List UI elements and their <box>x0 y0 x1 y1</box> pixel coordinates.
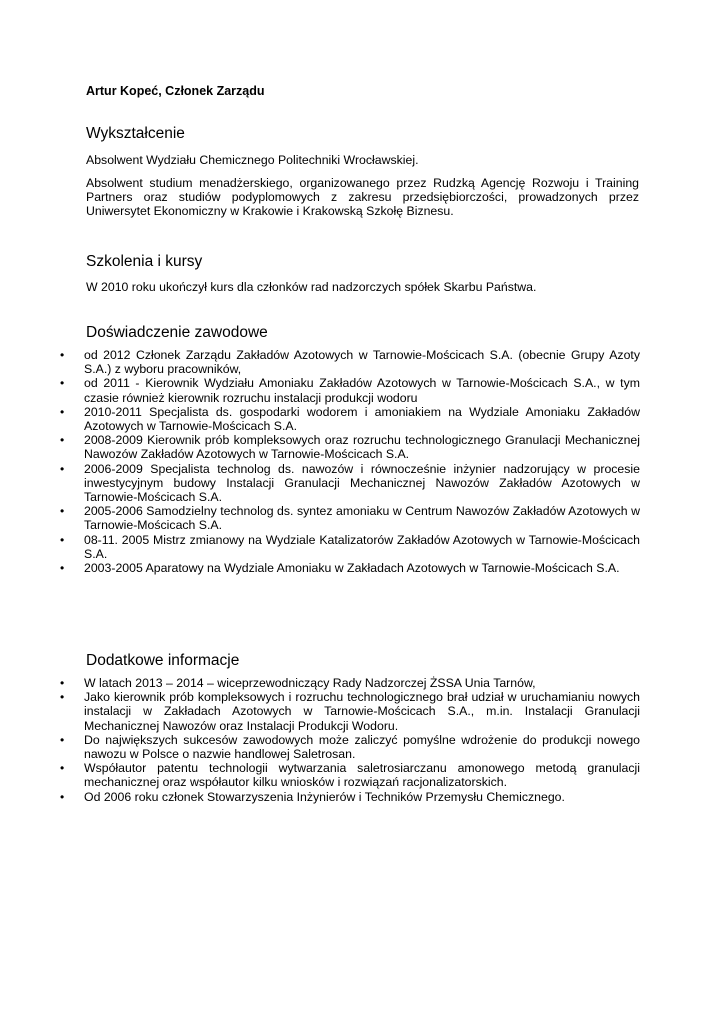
bullet-icon: • <box>60 690 65 705</box>
list-item <box>0 405 640 433</box>
education-heading: Wykształcenie <box>86 125 185 142</box>
list-item <box>0 690 640 733</box>
bullet-icon: • <box>60 732 65 747</box>
list-item <box>0 676 640 690</box>
list-item <box>0 733 640 761</box>
list-item <box>0 348 640 376</box>
training-paragraph: W 2010 roku ukończył kurs dla członków rad nadzorczych spółek Skarbu Państwa. <box>86 280 537 294</box>
additional-item-text: W latach 2013 – 2014 – wiceprzewodniczący Rady Nadzorczej ŻSSA Unia Tarnów, <box>84 676 536 690</box>
experience-list <box>0 348 725 575</box>
training-heading: Szkolenia i kursy <box>86 253 203 270</box>
additional-heading: Dodatkowe informacje <box>86 652 240 669</box>
experience-item-text: 2005-2006 Samodzielny technolog ds. syntez amoniaku w Centrum Nawozów Zakładów Azotowych w Tarnowie-Mościcach S.A. <box>84 504 640 533</box>
bullet-icon: • <box>60 461 65 476</box>
additional-list <box>0 676 725 804</box>
bullet-icon: • <box>60 761 65 776</box>
list-item <box>0 790 640 804</box>
bullet-icon: • <box>60 789 65 804</box>
list-item <box>0 462 640 505</box>
list-item <box>0 376 640 404</box>
experience-item-text: od 2011 - Kierownik Wydziału Amoniaku Zakładów Azotowych w Tarnowie-Mościcach S.A., w tym czasie również kierownik rozruchu instalacji produkcji wodoru <box>84 376 640 405</box>
person-name-title: Artur Kopeć, Członek Zarządu <box>86 84 265 98</box>
list-item <box>0 533 640 561</box>
list-item <box>0 561 640 575</box>
bullet-icon: • <box>60 561 65 576</box>
additional-item-text: Jako kierownik prób kompleksowych i rozruchu technologicznego brał udział w uruchamianiu nowych instalacji w Zakładach Azotowych w Tarnowie-Mościcach S.A., m.in. Instalacji Granulacji Mechanicznej Nawozów oraz Instalacji Produkcji Wodoru. <box>84 690 640 733</box>
list-item <box>0 504 640 532</box>
experience-item-text: 2008-2009 Kierownik prób kompleksowych oraz rozruchu technologicznego Granulacji Mechanicznej Nawozów Zakładów Azotowych w Tarnowie-Mościcach S.A. <box>84 433 640 462</box>
education-paragraph: Absolwent studium menadżerskiego, organizowanego przez Rudzką Agencję Rozwoju i Training Partners oraz studiów podyplomowych z zakresu przedsiębiorczości, prowadzonych przez Uniwersytet Ekonomiczny w Krakowie i Krakowską Szkołę Biznesu. <box>86 176 639 219</box>
bullet-icon: • <box>60 348 65 362</box>
additional-item-text: Współautor patentu technologii wytwarzania saletrosiarczanu amonowego metodą granulacji mechanicznej oraz współautor kilku wniosków i rozwiązań racjonalizatorskich. <box>84 761 640 790</box>
bullet-icon: • <box>60 532 65 547</box>
bullet-icon: • <box>60 376 65 391</box>
education-paragraph: Absolwent Wydziału Chemicznego Politechniki Wrocławskiej. <box>86 153 419 167</box>
list-item <box>0 433 640 461</box>
bullet-icon: • <box>60 676 65 690</box>
bullet-icon: • <box>60 504 65 519</box>
experience-item-text: od 2012 Członek Zarządu Zakładów Azotowych w Tarnowie-Mościcach S.A. (obecnie Grupy Azoty S.A.) z wyboru pracowników, <box>84 348 640 377</box>
additional-item-text: Od 2006 roku członek Stowarzyszenia Inżynierów i Techników Przemysłu Chemicznego. <box>84 789 565 804</box>
bullet-icon: • <box>60 404 65 419</box>
experience-item-text: 08-11. 2005 Mistrz zmianowy na Wydziale Katalizatorów Zakładów Azotowych w Tarnowie-Mościcach S.A. <box>84 532 640 561</box>
list-item <box>0 761 640 789</box>
experience-item-text: 2003-2005 Aparatowy na Wydziale Amoniaku w Zakładach Azotowych w Tarnowie-Mościcach S.A. <box>84 561 620 576</box>
experience-item-text: 2010-2011 Specjalista ds. gospodarki wodorem i amoniakiem na Wydziale Amoniaku Zakładów Azotowych w Tarnowie-Mościcach S.A. <box>84 404 640 434</box>
experience-heading: Doświadczenie zawodowe <box>86 324 268 341</box>
bullet-icon: • <box>60 433 65 448</box>
experience-item-text: 2006-2009 Specjalista technolog ds. nawozów i równocześnie inżynier nadzorujący w procesie inwestycyjnym budowy Instalacji Granulacji Mechanicznej Nawozów Zakładów Azotowych w Tarnowie-Mościcach S.A. <box>84 461 640 505</box>
additional-item-text: Do największych sukcesów zawodowych może zaliczyć pomyślne wdrożenie do produkcji nowego nawozu w Polsce o nazwie handlowej Saletrosan. <box>84 732 640 762</box>
